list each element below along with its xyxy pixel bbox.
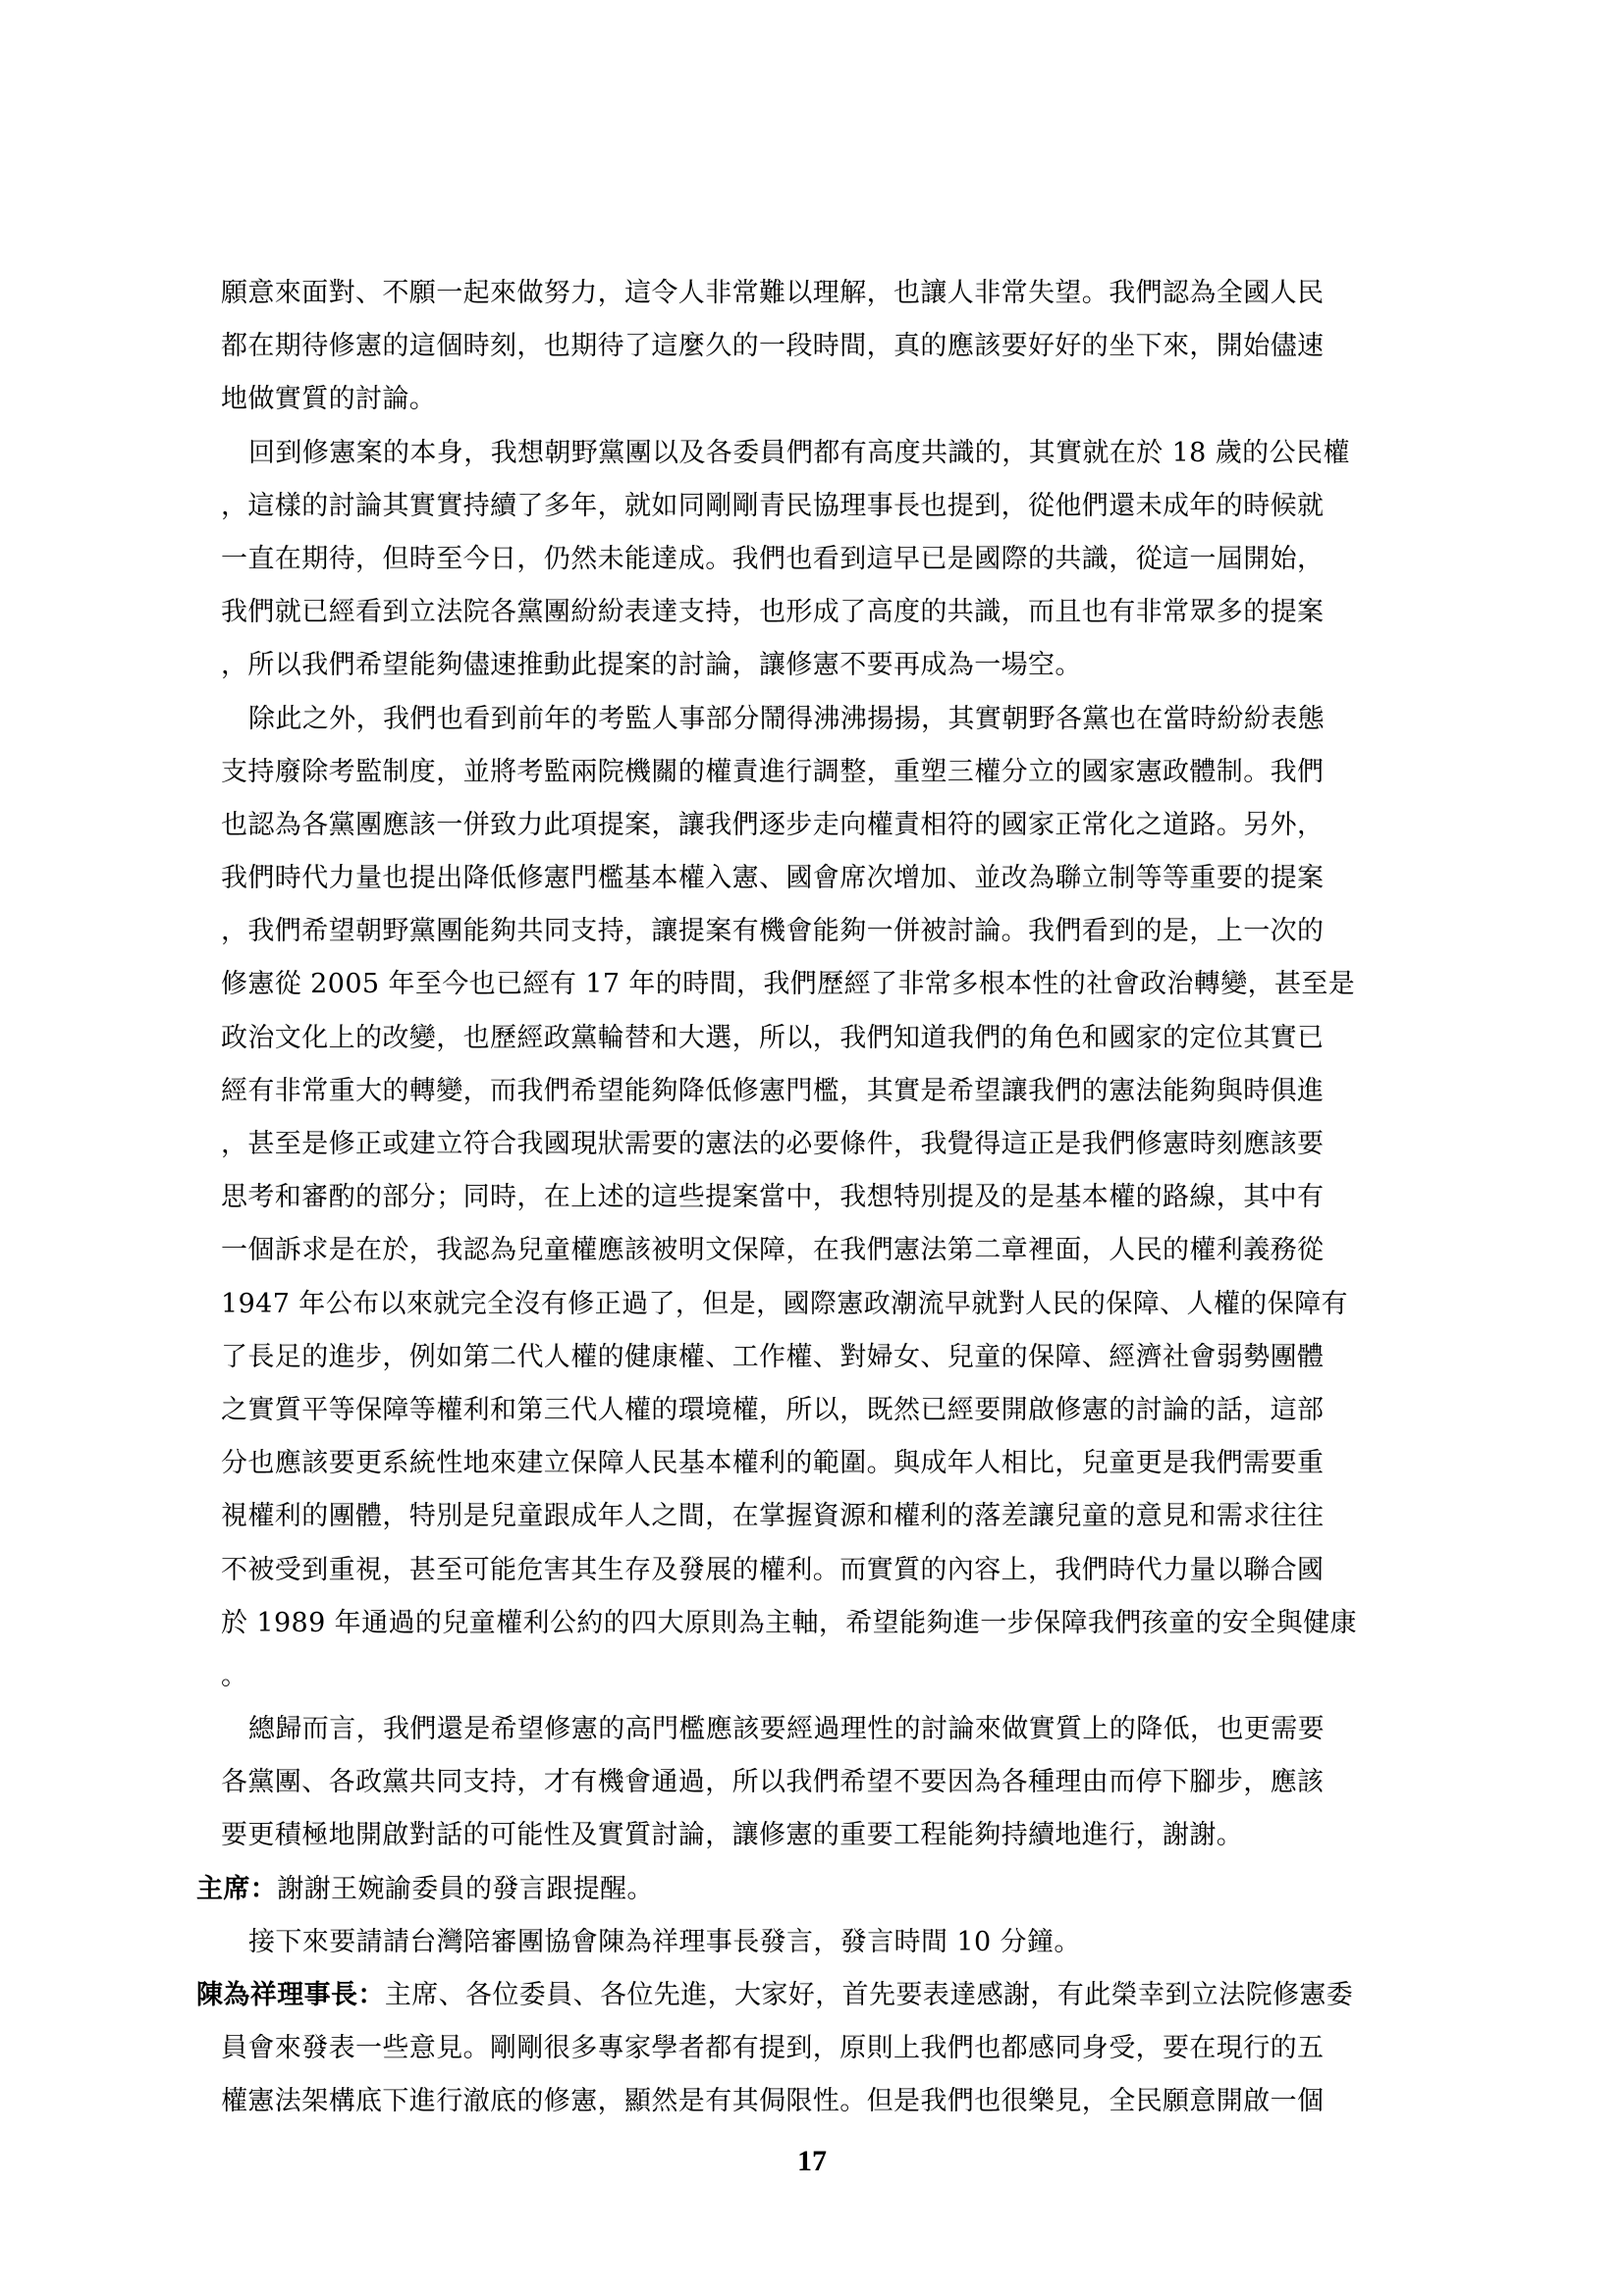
chair-followup: 接下來要請請台灣陪審團協會陳為祥理事長發言，發言時間 10 分鐘。 [248,1926,1081,1957]
paragraph-line: 我們時代力量也提出降低修憲門檻基本權入憲、國會席次增加、並改為聯立制等等重要的提案 [221,863,1325,894]
paragraph-3 [221,693,1435,1704]
paragraph-line: 經有非常重大的轉變，而我們希望能夠降低修憲門檻，其實是希望讓我們的憲法能夠與時俱進 [221,1075,1325,1106]
paragraph-line: 一個訴求是在於，我認為兒童權應該被明文保障，在我們憲法第二章裡面，人民的權利義務從 [221,1235,1325,1266]
paragraph-line: 總歸而言，我們還是希望修憲的高門檻應該要經過理性的討論來做實質上的降低，也更需要 [248,1714,1325,1745]
paragraph-2 [221,427,1435,693]
paragraph-line: 1947 年公布以來就完全沒有修正過了，但是，國際憲政潮流早就對人民的保障、人權的保障有 [221,1288,1348,1319]
paragraph-line: 各黨團、各政黨共同支持，才有機會通過，所以我們希望不要因為各種理由而停下腳步，應該 [221,1767,1325,1798]
paragraph-line: 也認為各黨團應該一併致力此項提案，讓我們逐步走向權責相符的國家正常化之道路。另外， [221,809,1325,840]
page-number: 17 [797,2145,827,2177]
remark-text: 謝謝王婉諭委員的發言跟提醒。 [277,1873,654,1904]
paragraph-line: 地做實質的討論。 [221,384,437,415]
paragraph-line: 除此之外，我們也看到前年的考監人事部分鬧得沸沸揚揚，其實朝野各黨也在當時紛紛表態 [248,703,1325,734]
chen-remark-first-line [196,1969,1435,2022]
paragraph-line: 員會來發表一些意見。剛剛很多專家學者都有提到，原則上我們也都感同身受，要在現行的五 [221,2033,1325,2064]
paragraph-line: ，所以我們希望能夠儘速推動此提案的討論，讓修憲不要再成為一場空。 [221,650,1082,681]
paragraph-line: 視權利的團體，特別是兒童跟成年人之間，在掌握資源和權利的落差讓兒童的意見和需求往往 [221,1501,1325,1532]
paragraph-line: 於 1989 年通過的兒童權利公約的四大原則為主軸，希望能夠進一步保障我們孩童的安全與健康 [221,1607,1357,1638]
paragraph-line: 一直在期待，但時至今日，仍然未能達成。我們也看到這早已是國際的共識，從這一屆開始， [221,543,1325,574]
paragraph-line: ，我們希望朝野黨團能夠共同支持，讓提案有機會能夠一併被討論。我們看到的是，上一次的 [221,916,1325,947]
remark-text: 主席、各位委員、各位先進，大家好，首先要表達感謝，有此榮幸到立法院修憲委 [384,1980,1354,2010]
paragraph-line: 思考和審酌的部分；同時，在上述的這些提案當中，我想特別提及的是基本權的路線，其中有 [221,1182,1325,1213]
paragraph-line: 願意來面對、不願一起來做努力，這令人非常難以理解，也讓人非常失望。我們認為全國人民 [221,278,1325,308]
paragraph-line: ，甚至是修正或建立符合我國現狀需要的憲法的必要條件，我覺得這正是我們修憲時刻應該要 [221,1129,1325,1159]
paragraph-4 [221,1703,1435,1863]
paragraph-line: ，這樣的討論其實實持續了多年，就如同剛剛青民協理事長也提到，從他們還未成年的時候就 [221,490,1325,521]
chen-remark [196,1969,1435,2129]
speaker-label: 陳為祥理事長： [196,1980,385,2010]
paragraph-line: 都在期待修憲的這個時刻，也期待了這麼久的一段時間，真的應該要好好的坐下來，開始儘速 [221,331,1325,362]
paragraph-line: 修憲從 2005 年至今也已經有 17 年的時間，我們歷經了非常多根本性的社會政治轉變，甚至是 [221,969,1356,1000]
paragraph-line: 支持廢除考監制度，並將考監兩院機關的權責進行調整，重塑三權分立的國家憲政體制。我們 [221,756,1325,787]
paragraph-line: 我們就已經看到立法院各黨團紛紛表達支持，也形成了高度的共識，而且也有非常眾多的提案 [221,597,1325,628]
paragraph-line: 政治文化上的改變，也歷經政黨輪替和大選，所以，我們知道我們的角色和國家的定位其實已 [221,1022,1325,1053]
paragraph-line: 之實質平等保障等權利和第三代人權的環境權，所以，既然已經要開啟修憲的討論的話，這部 [221,1394,1325,1425]
paragraph-1 [221,267,1435,427]
paragraph-line: 。 [221,1660,248,1691]
paragraph-line: 了長足的進步，例如第二代人權的健康權、工作權、對婦女、兒童的保障、經濟社會弱勢團體 [221,1341,1325,1372]
chair-remark [196,1863,1435,1916]
paragraph-line: 權憲法架構底下進行澈底的修憲，顯然是有其侷限性。但是我們也很樂見，全民願意開啟一個 [221,2086,1325,2117]
transcript-body [196,267,1435,2129]
paragraph-line: 分也應該要更系統性地來建立保障人民基本權利的範圍。與成年人相比，兒童更是我們需要重 [221,1448,1325,1479]
paragraph-line: 不被受到重視，甚至可能危害其生存及發展的權利。而實質的內容上，我們時代力量以聯合國 [221,1554,1325,1585]
speaker-label: 主席： [196,1873,278,1904]
paragraph-line: 回到修憲案的本身，我想朝野黨團以及各委員們都有高度共識的，其實就在於 18 歲的公民權 [248,437,1350,468]
paragraph-line: 要更積極地開啟對話的可能性及實質討論，讓修憲的重要工程能夠持續地進行，謝謝。 [221,1820,1244,1851]
